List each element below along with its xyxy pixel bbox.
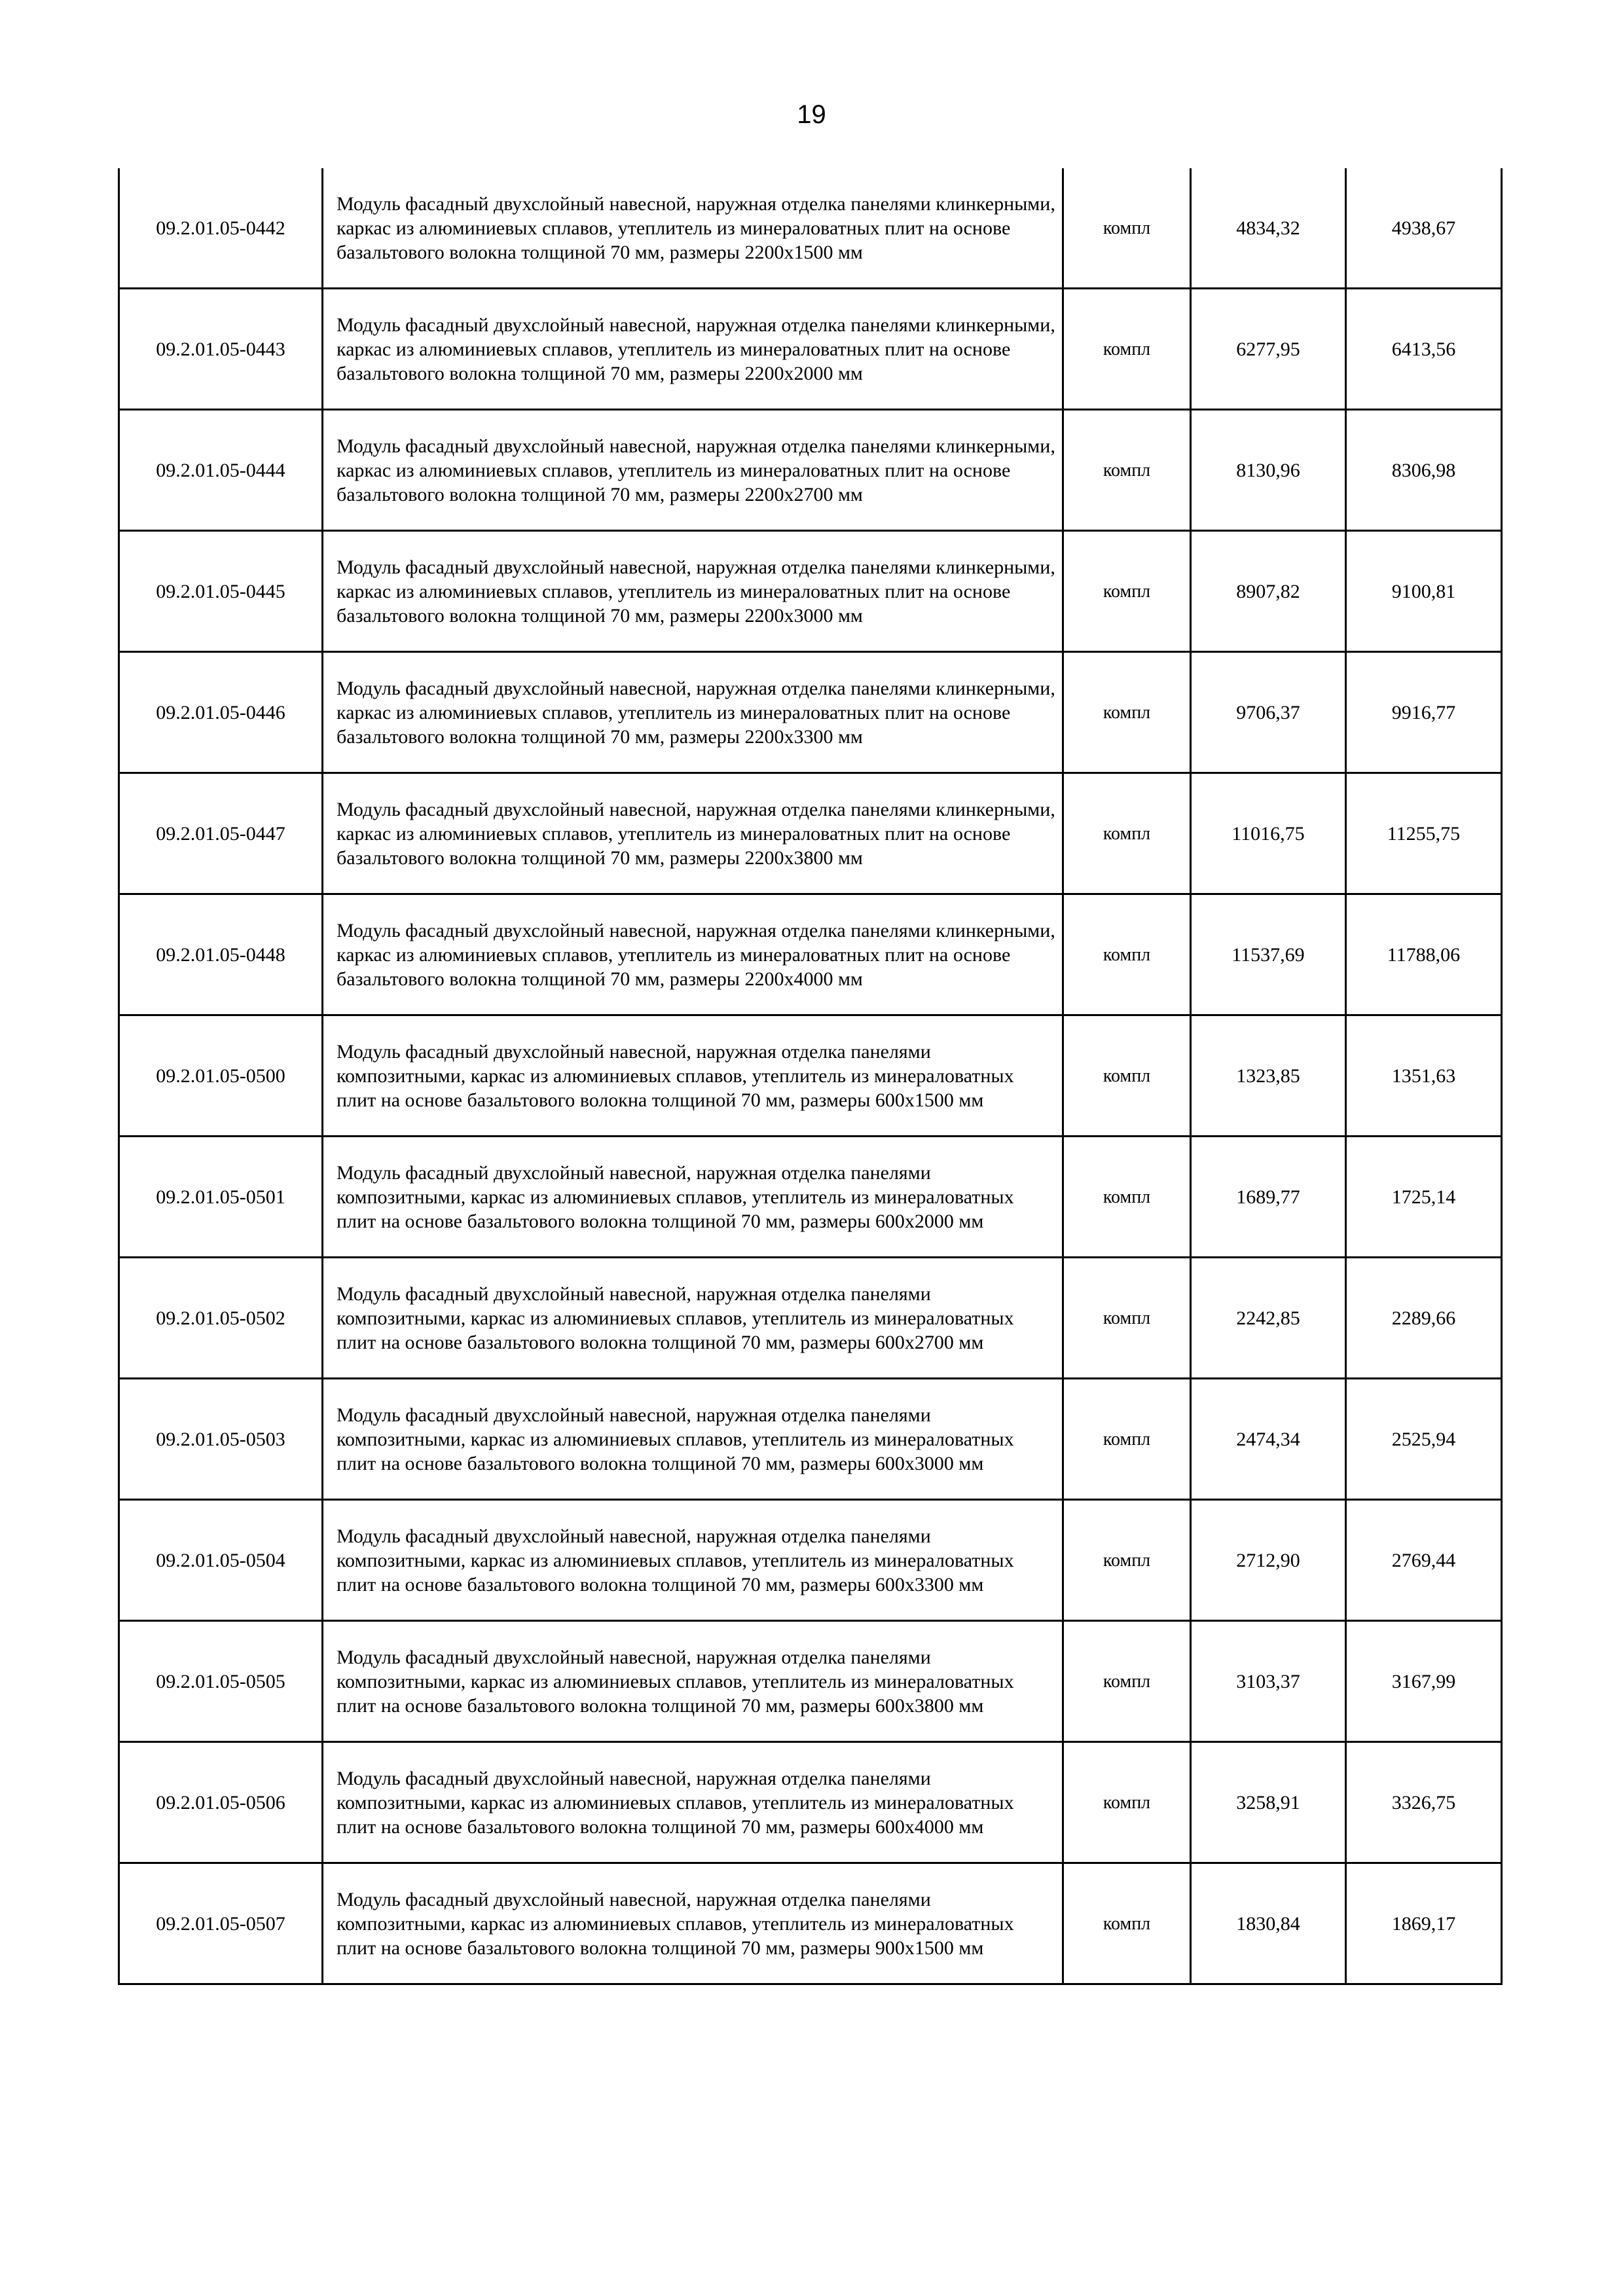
item-price-1: 3258,91	[1191, 1742, 1346, 1863]
item-price-2: 2769,44	[1346, 1500, 1502, 1621]
item-price-2: 1351,63	[1346, 1015, 1502, 1137]
item-description: Модуль фасадный двухслойный навесной, наружная отделка панелями клинкерными, каркас из алюминиевых сплавов, утеплитель из минераловатных плит на основе базальтового волокна толщиной 70 мм, размеры 2200х3300 мм	[323, 652, 1063, 773]
item-price-1: 2242,85	[1191, 1258, 1346, 1379]
item-price-2: 4938,67	[1346, 168, 1502, 289]
item-price-1: 2712,90	[1191, 1500, 1346, 1621]
item-description: Модуль фасадный двухслойный навесной, наружная отделка панелями композитными, каркас из алюминиевых сплавов, утеплитель из минераловатных плит на основе базальтового волокна толщиной 70 мм, размеры 600х3800 мм	[323, 1621, 1063, 1742]
table-row	[119, 1863, 1502, 1984]
item-unit: компл	[1063, 289, 1191, 410]
item-unit: компл	[1063, 1742, 1191, 1863]
item-description: Модуль фасадный двухслойный навесной, наружная отделка панелями композитными, каркас из алюминиевых сплавов, утеплитель из минераловатных плит на основе базальтового волокна толщиной 70 мм, размеры 600х2000 мм	[323, 1137, 1063, 1258]
item-price-1: 4834,32	[1191, 168, 1346, 289]
item-unit: компл	[1063, 1500, 1191, 1621]
item-unit: компл	[1063, 1258, 1191, 1379]
item-description: Модуль фасадный двухслойный навесной, наружная отделка панелями композитными, каркас из алюминиевых сплавов, утеплитель из минераловатных плит на основе базальтового волокна толщиной 70 мм, размеры 600х3300 мм	[323, 1500, 1063, 1621]
item-code: 09.2.01.05-0442	[119, 168, 323, 289]
table-row	[119, 1500, 1502, 1621]
page-number: 19	[797, 100, 826, 129]
item-code: 09.2.01.05-0501	[119, 1137, 323, 1258]
item-price-2: 8306,98	[1346, 410, 1502, 531]
item-price-2: 11788,06	[1346, 894, 1502, 1015]
table-row	[119, 289, 1502, 410]
item-price-1: 3103,37	[1191, 1621, 1346, 1742]
item-unit: компл	[1063, 531, 1191, 652]
item-price-2: 9916,77	[1346, 652, 1502, 773]
item-price-1: 1689,77	[1191, 1137, 1346, 1258]
item-price-2: 2525,94	[1346, 1379, 1502, 1500]
item-price-1: 11016,75	[1191, 773, 1346, 894]
item-description: Модуль фасадный двухслойный навесной, наружная отделка панелями композитными, каркас из алюминиевых сплавов, утеплитель из минераловатных плит на основе базальтового волокна толщиной 70 мм, размеры 900х1500 мм	[323, 1863, 1063, 1984]
item-price-2: 6413,56	[1346, 289, 1502, 410]
item-description: Модуль фасадный двухслойный навесной, наружная отделка панелями композитными, каркас из алюминиевых сплавов, утеплитель из минераловатных плит на основе базальтового волокна толщиной 70 мм, размеры 600х4000 мм	[323, 1742, 1063, 1863]
item-description: Модуль фасадный двухслойный навесной, наружная отделка панелями клинкерными, каркас из алюминиевых сплавов, утеплитель из минераловатных плит на основе базальтового волокна толщиной 70 мм, размеры 2200х3800 мм	[323, 773, 1063, 894]
item-description: Модуль фасадный двухслойный навесной, наружная отделка панелями композитными, каркас из алюминиевых сплавов, утеплитель из минераловатных плит на основе базальтового волокна толщиной 70 мм, размеры 600х3000 мм	[323, 1379, 1063, 1500]
item-unit: компл	[1063, 652, 1191, 773]
item-code: 09.2.01.05-0507	[119, 1863, 323, 1984]
table-row	[119, 1137, 1502, 1258]
item-price-1: 9706,37	[1191, 652, 1346, 773]
item-price-1: 1323,85	[1191, 1015, 1346, 1137]
item-price-1: 1830,84	[1191, 1863, 1346, 1984]
item-code: 09.2.01.05-0447	[119, 773, 323, 894]
item-code: 09.2.01.05-0503	[119, 1379, 323, 1500]
item-description: Модуль фасадный двухслойный навесной, наружная отделка панелями композитными, каркас из алюминиевых сплавов, утеплитель из минераловатных плит на основе базальтового волокна толщиной 70 мм, размеры 600х1500 мм	[323, 1015, 1063, 1137]
table-row	[119, 410, 1502, 531]
table-row	[119, 1621, 1502, 1742]
item-price-1: 11537,69	[1191, 894, 1346, 1015]
item-price-2: 1725,14	[1346, 1137, 1502, 1258]
item-code: 09.2.01.05-0506	[119, 1742, 323, 1863]
item-code: 09.2.01.05-0502	[119, 1258, 323, 1379]
table-row	[119, 894, 1502, 1015]
item-description: Модуль фасадный двухслойный навесной, наружная отделка панелями клинкерными, каркас из алюминиевых сплавов, утеплитель из минераловатных плит на основе базальтового волокна толщиной 70 мм, размеры 2200х3000 мм	[323, 531, 1063, 652]
item-description: Модуль фасадный двухслойный навесной, наружная отделка панелями клинкерными, каркас из алюминиевых сплавов, утеплитель из минераловатных плит на основе базальтового волокна толщиной 70 мм, размеры 2200х2000 мм	[323, 289, 1063, 410]
table-row	[119, 773, 1502, 894]
item-price-2: 3167,99	[1346, 1621, 1502, 1742]
item-price-2: 11255,75	[1346, 773, 1502, 894]
item-unit: компл	[1063, 168, 1191, 289]
item-unit: компл	[1063, 1015, 1191, 1137]
item-unit: компл	[1063, 1379, 1191, 1500]
table-row	[119, 531, 1502, 652]
table-row	[119, 168, 1502, 289]
item-unit: компл	[1063, 1137, 1191, 1258]
item-unit: компл	[1063, 894, 1191, 1015]
table-row	[119, 1015, 1502, 1137]
item-description: Модуль фасадный двухслойный навесной, наружная отделка панелями композитными, каркас из алюминиевых сплавов, утеплитель из минераловатных плит на основе базальтового волокна толщиной 70 мм, размеры 600х2700 мм	[323, 1258, 1063, 1379]
item-code: 09.2.01.05-0445	[119, 531, 323, 652]
item-code: 09.2.01.05-0505	[119, 1621, 323, 1742]
item-price-1: 2474,34	[1191, 1379, 1346, 1500]
item-code: 09.2.01.05-0448	[119, 894, 323, 1015]
item-description: Модуль фасадный двухслойный навесной, наружная отделка панелями клинкерными, каркас из алюминиевых сплавов, утеплитель из минераловатных плит на основе базальтового волокна толщиной 70 мм, размеры 2200х1500 мм	[323, 168, 1063, 289]
item-code: 09.2.01.05-0444	[119, 410, 323, 531]
item-unit: компл	[1063, 773, 1191, 894]
table-row	[119, 1258, 1502, 1379]
item-unit: компл	[1063, 410, 1191, 531]
item-code: 09.2.01.05-0500	[119, 1015, 323, 1137]
item-description: Модуль фасадный двухслойный навесной, наружная отделка панелями клинкерными, каркас из алюминиевых сплавов, утеплитель из минераловатных плит на основе базальтового волокна толщиной 70 мм, размеры 2200х2700 мм	[323, 410, 1063, 531]
item-price-2: 9100,81	[1346, 531, 1502, 652]
price-table	[118, 168, 1503, 1985]
table-body	[119, 168, 1502, 1984]
item-code: 09.2.01.05-0504	[119, 1500, 323, 1621]
item-price-1: 8130,96	[1191, 410, 1346, 531]
item-description: Модуль фасадный двухслойный навесной, наружная отделка панелями клинкерными, каркас из алюминиевых сплавов, утеплитель из минераловатных плит на основе базальтового волокна толщиной 70 мм, размеры 2200х4000 мм	[323, 894, 1063, 1015]
item-unit: компл	[1063, 1863, 1191, 1984]
table-row	[119, 1379, 1502, 1500]
table-row	[119, 1742, 1502, 1863]
item-unit: компл	[1063, 1621, 1191, 1742]
item-price-2: 1869,17	[1346, 1863, 1502, 1984]
item-price-2: 3326,75	[1346, 1742, 1502, 1863]
item-price-2: 2289,66	[1346, 1258, 1502, 1379]
item-code: 09.2.01.05-0446	[119, 652, 323, 773]
table-row	[119, 652, 1502, 773]
item-price-1: 6277,95	[1191, 289, 1346, 410]
item-price-1: 8907,82	[1191, 531, 1346, 652]
item-code: 09.2.01.05-0443	[119, 289, 323, 410]
